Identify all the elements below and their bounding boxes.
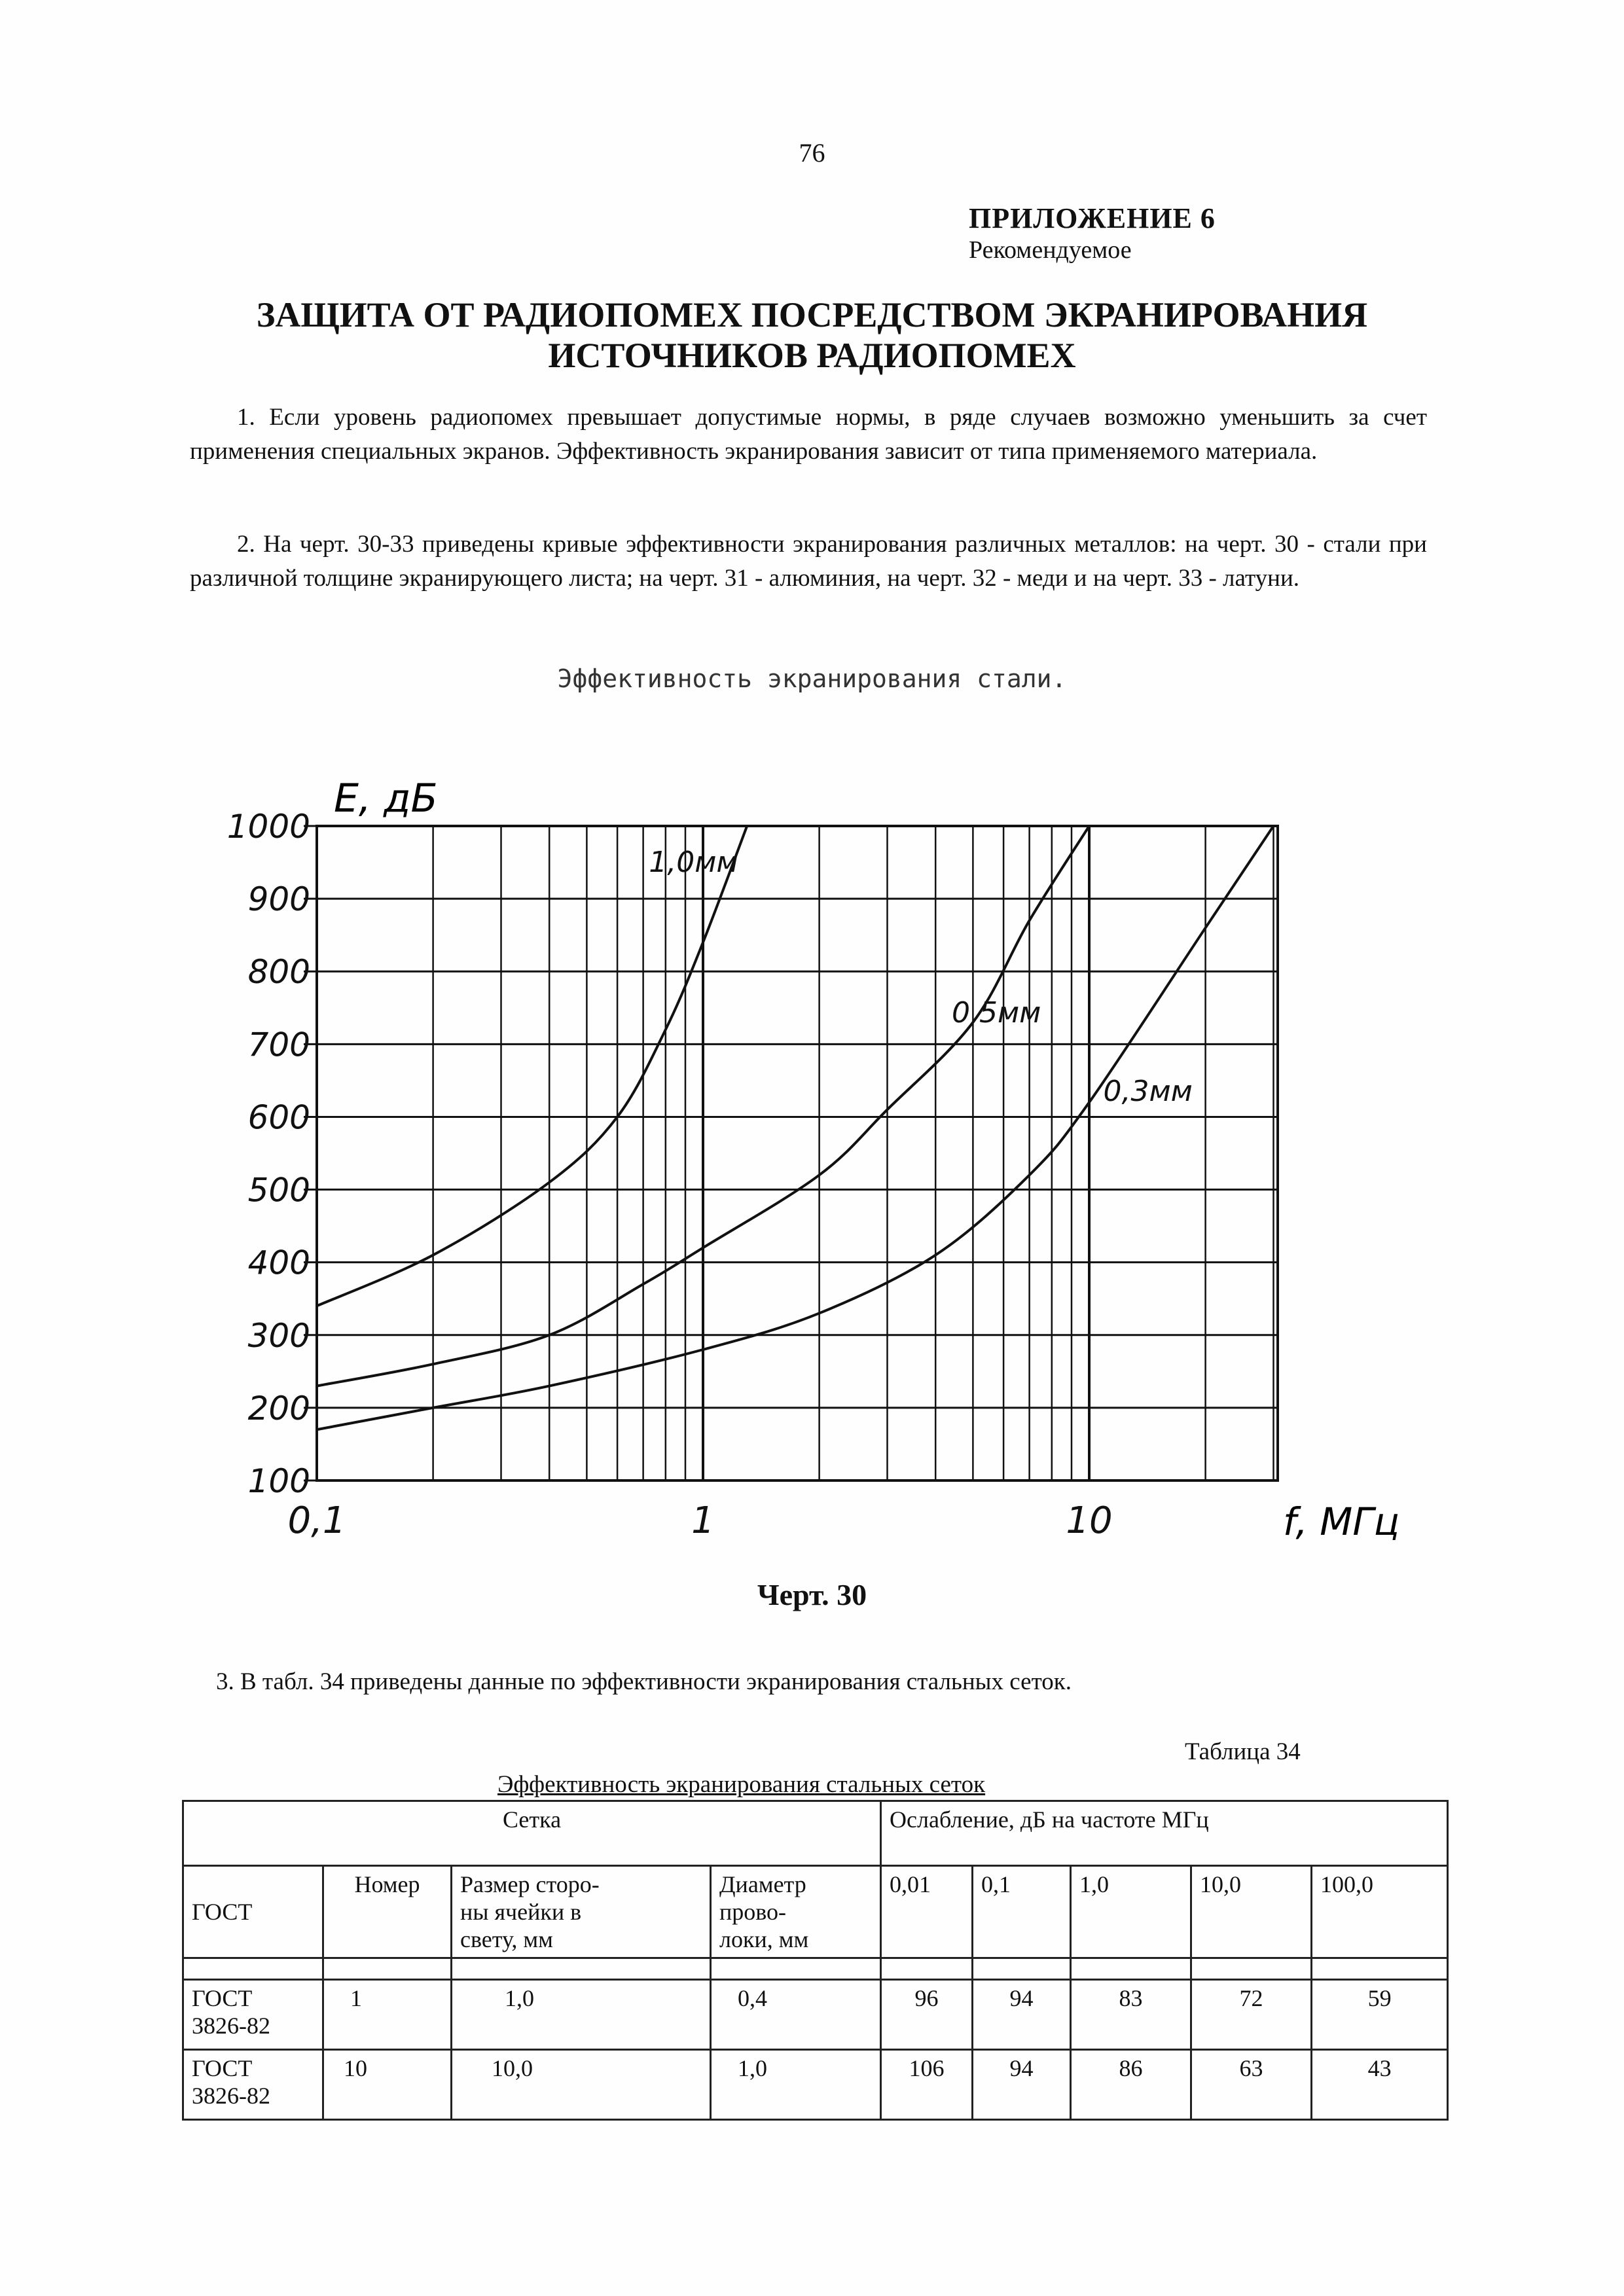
series-label: 0,3мм (1103, 1075, 1193, 1108)
cell-diameter: 0,4 (711, 1980, 881, 2050)
header-size-line1: Размер сторо- (460, 1871, 600, 1897)
figure-label: Черт. 30 (757, 1578, 867, 1611)
y-tick-label: 500 (247, 1171, 310, 1210)
cell-size: 1,0 (452, 1980, 711, 2050)
chart-axis-labels (334, 776, 1399, 1544)
page-number: 76 (799, 138, 825, 168)
chart-ticks (227, 808, 1113, 1542)
y-axis-title: E, дБ (334, 776, 438, 821)
main-title-line2: ИСТОЧНИКОВ РАДИОПОМЕХ (548, 336, 1076, 375)
cell-diameter: 1,0 (711, 2050, 881, 2120)
cell-value: 96 (881, 1980, 973, 2050)
y-tick-label: 600 (247, 1098, 310, 1137)
cell-value: 63 (1191, 2050, 1312, 2120)
cell-gost-line1: ГОСТ (192, 2055, 253, 2081)
paragraph-2: 2. На черт. 30-33 приведены кривые эффективности экранирования различных металлов: на черт. 30 - стали при различной толщине экранирующего листа; на черт. 31 - алюминия, на черт. 32 - меди и на черт. 33 - латуни. (190, 531, 1427, 592)
mesh-shielding-table (182, 1800, 1449, 2121)
paragraph-1: 1. Если уровень радиопомех превышает допустимые нормы, в ряде случаев возможно уменьшить за счет применения специальных экранов. Эффективность экранирования зависит от типа применяемого материала. (190, 404, 1427, 465)
series-label: 1,0мм (649, 846, 738, 879)
y-tick-label: 1000 (226, 808, 310, 846)
cell-value: 43 (1312, 2050, 1448, 2120)
series-label: 0,5мм (952, 996, 1041, 1030)
y-tick-label: 400 (247, 1244, 310, 1282)
y-tick-label: 800 (247, 953, 310, 992)
table-row (183, 2050, 1448, 2120)
header-mesh: Сетка (183, 1801, 881, 1866)
y-tick-label: 200 (247, 1389, 310, 1427)
y-tick-label: 300 (247, 1316, 310, 1355)
header-freq-4: 100,0 (1312, 1866, 1448, 1958)
x-tick-label: 10 (1066, 1499, 1113, 1542)
table-title: Эффективность экранирования стальных сеток (497, 1771, 986, 1798)
figure-caption: Эффективность экранирования стали. (557, 664, 1067, 693)
chart-grid (304, 826, 1278, 1480)
x-tick-label: 1 (691, 1499, 715, 1542)
cell-value: 83 (1071, 1980, 1191, 2050)
appendix-title: ПРИЛОЖЕНИЕ 6 (969, 202, 1216, 234)
main-title-line1: ЗАЩИТА ОТ РАДИОПОМЕХ ПОСРЕДСТВОМ ЭКРАНИРОВАНИЯ (256, 295, 1368, 334)
header-size (452, 1866, 711, 1958)
series-line (317, 826, 1274, 1429)
cell-gost (183, 1980, 323, 2050)
y-tick-label: 700 (247, 1026, 310, 1064)
cell-value: 106 (881, 2050, 973, 2120)
header-attenuation: Ослабление, дБ на частоте МГц (881, 1801, 1448, 1866)
cell-value: 94 (973, 1980, 1071, 2050)
table-header-group-row (183, 1801, 1448, 1866)
header-gost: ГОСТ (183, 1866, 323, 1958)
table-row (183, 1980, 1448, 2050)
cell-number: 1 (323, 1980, 452, 2050)
cell-value: 59 (1312, 1980, 1448, 2050)
x-tick-label: 0,1 (287, 1499, 346, 1542)
table-spacer-row (183, 1958, 1448, 1980)
header-freq-0: 0,01 (881, 1866, 973, 1958)
header-freq-1: 0,1 (973, 1866, 1071, 1958)
header-diameter (711, 1866, 881, 1958)
paragraph-3: 3. В табл. 34 приведены данные по эффективности экранирования стальных сеток. (216, 1668, 1072, 1695)
appendix-subtitle: Рекомендуемое (969, 236, 1132, 264)
header-freq-2: 1,0 (1071, 1866, 1191, 1958)
header-size-line2: ны ячейки в (460, 1899, 582, 1925)
cell-gost-line2: 3826-82 (192, 2083, 270, 2109)
cell-number: 10 (323, 2050, 452, 2120)
chart-series (317, 826, 1274, 1429)
header-freq-3: 10,0 (1191, 1866, 1312, 1958)
header-number: Номер (323, 1866, 452, 1958)
plot-frame (317, 826, 1278, 1480)
cell-size: 10,0 (452, 2050, 711, 2120)
table-number: Таблица 34 (1185, 1738, 1301, 1765)
cell-gost-line1: ГОСТ (192, 1985, 253, 2011)
cell-value: 72 (1191, 1980, 1312, 2050)
cell-value: 86 (1071, 2050, 1191, 2120)
y-tick-label: 900 (247, 880, 310, 919)
table-header-column-row (183, 1866, 1448, 1958)
header-diameter-line2: прово- (719, 1899, 787, 1925)
header-diameter-line3: локи, мм (719, 1926, 809, 1952)
cell-value: 94 (973, 2050, 1071, 2120)
y-tick-label: 100 (247, 1462, 310, 1500)
header-diameter-line1: Диаметр (719, 1871, 806, 1897)
header-size-line3: свету, мм (460, 1926, 553, 1952)
x-axis-title: f, МГц (1283, 1499, 1400, 1544)
cell-gost-line2: 3826-82 (192, 2013, 270, 2039)
cell-gost (183, 2050, 323, 2120)
